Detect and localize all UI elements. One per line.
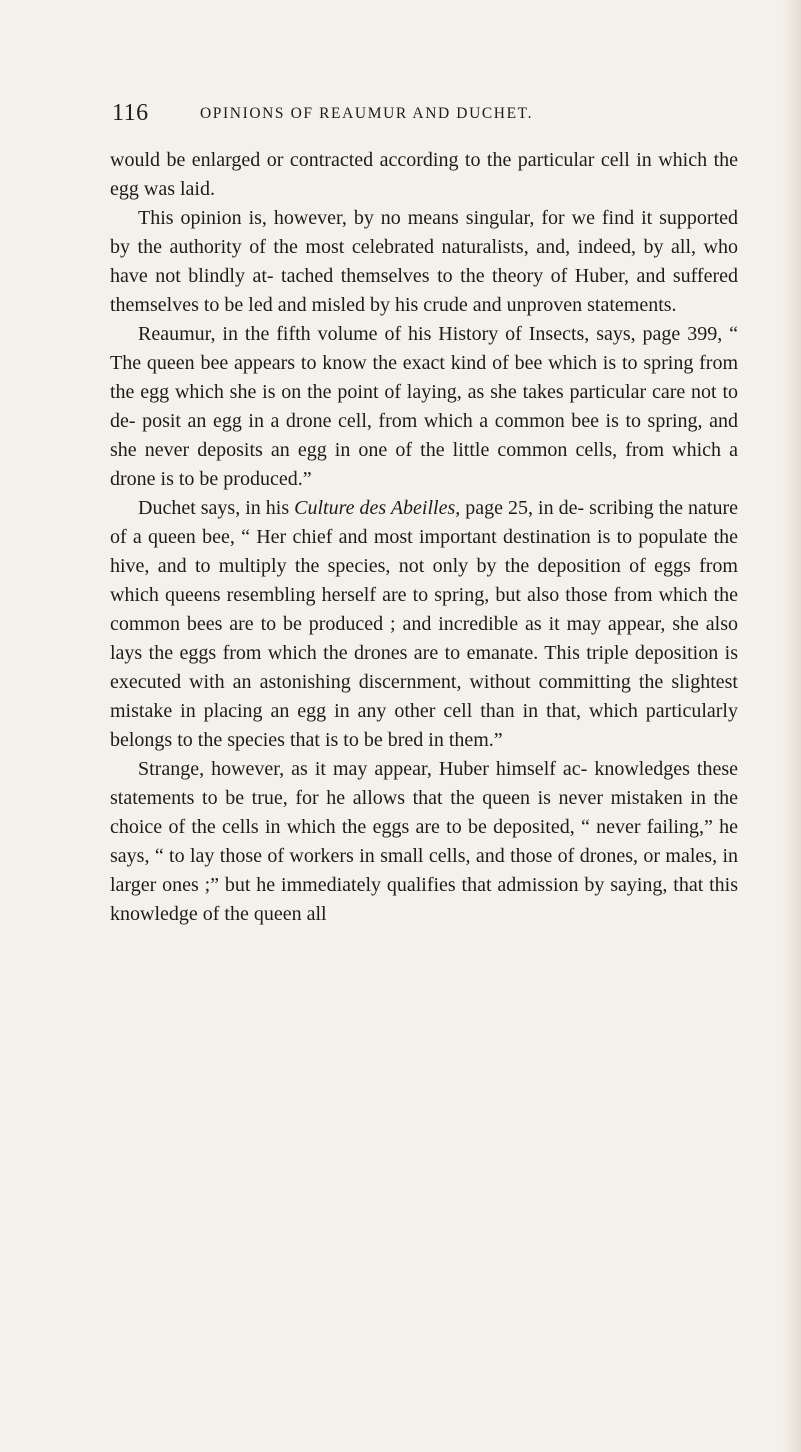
paragraph: would be enlarged or contracted according to the particular cell in which the egg was laid.	[110, 149, 738, 200]
paragraph: Reaumur, in the fifth volume of his History of Insects, says, page 399, “ The queen bee appears to know the exact kind of bee which is to spring from the egg which she is on the point of laying, as she takes particular care not to de- posit an egg in a drone cell, from which a common bee is to spring, and she never deposits an egg in one of the little common cells, from which a drone is to be produced.”	[110, 323, 738, 490]
book-title-italic: Culture des Abeilles,	[294, 497, 461, 519]
page-header	[112, 98, 732, 128]
paragraph: This opinion is, however, by no means singular, for we find it supported by the authority of the most celebrated naturalists, and, indeed, by all, who have not blindly at- tached themselves to the theory of Huber, and suffered themselves to be led and misled by his crude and unproven statements.	[110, 207, 738, 316]
paragraph-text: Duchet says, in his	[138, 497, 295, 519]
running-head: OPINIONS OF REAUMUR AND DUCHET.	[200, 105, 534, 122]
body-text	[110, 146, 738, 929]
paragraph-text: page 25, in de- scribing the nature of a queen bee, “ Her chief and most important destination is to populate the hive, and to multiply the species, not only by the deposition of eggs from which queens resembling herself are to spring, but also those from which the common bees are to be produced ; and incredible as it may appear, she also lays the eggs from which the drones are to emanate. This triple deposition is executed with an astonishing discernment, without committing the slightest mistake in placing an egg in any other cell than in that, which particularly belongs to the species that is to be bred in them.”	[110, 497, 739, 751]
paragraph: Strange, however, as it may appear, Huber himself ac- knowledges these statements to be true, for he allows that the queen is never mistaken in the choice of the cells in which the eggs are to be deposited, “ never failing,” he says, “ to lay those of workers in small cells, and those of drones, or males, in larger ones ;” but he immediately qualifies that admission by saying, that this knowledge of the queen all	[110, 758, 738, 925]
paragraph	[110, 494, 738, 755]
page-number: 116	[112, 100, 149, 126]
page-edge-shadow	[783, 0, 801, 1452]
